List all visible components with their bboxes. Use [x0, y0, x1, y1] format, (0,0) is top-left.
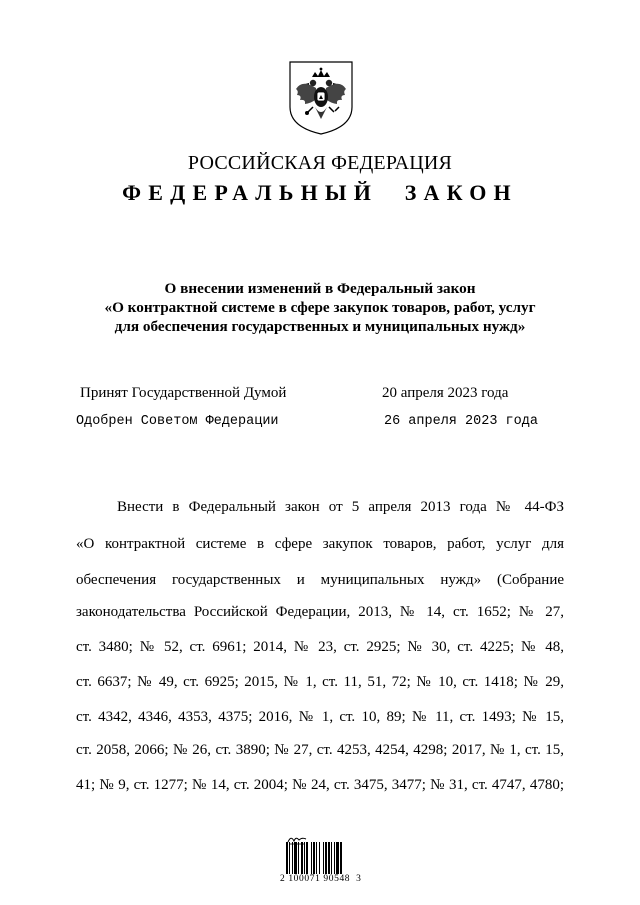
body-text-line: обеспечения государственных и муниципальных нужд» (Собрание: [76, 572, 564, 588]
law-title-line-2: «О контрактной системе в сфере закупок товаров, работ, услуг: [104, 299, 536, 316]
body-text-line: ст. 6637; № 49, ст. 6925; 2015, № 1, ст. 11, 51, 72; № 10, ст. 1418; № 29,: [76, 674, 564, 690]
document-type: ФЕДЕРАЛЬНЫЙ ЗАКОН: [122, 180, 518, 205]
law-title-line-1: О внесении изменений в Федеральный закон: [164, 280, 476, 297]
country-name: РОССИЙСКАЯ ФЕДЕРАЦИЯ: [187, 152, 453, 174]
body-text-line: ст. 3480; № 52, ст. 6961; 2014, № 23, ст. 2925; № 30, ст. 4225; № 48,: [76, 639, 564, 655]
barcode-icon: [285, 842, 355, 876]
body-text-line: «О контрактной системе в сфере закупок товаров, работ, услуг для: [76, 536, 564, 552]
body-text-line: ст. 2058, 2066; № 26, ст. 3890; № 27, ст. 4253, 4254, 4298; 2017, № 1, ст. 15,: [76, 742, 564, 758]
body-text-line: Внести в Федеральный закон от 5 апреля 2013 года № 44-ФЗ: [117, 499, 564, 515]
body-text-line: законодательства Российской Федерации, 2013, № 14, ст. 1652; № 27,: [76, 604, 564, 620]
body-text-line: 41; № 9, ст. 1277; № 14, ст. 2004; № 24, ст. 3475, 3477; № 31, ст. 4747, 4780;: [76, 777, 564, 793]
approved-date: 26 апреля 2023 года: [384, 414, 538, 429]
adopted-by-duma-label: Принят Государственной Думой: [80, 385, 287, 401]
approved-by-council-label: Одобрен Советом Федерации: [76, 414, 279, 429]
body-text-line: ст. 4342, 4346, 4353, 4375; 2016, № 1, ст. 10, 89; № 11, ст. 1493; № 15,: [76, 709, 564, 725]
adopted-date: 20 апреля 2023 года: [382, 385, 509, 401]
coat-of-arms-icon: [288, 61, 354, 135]
law-title-line-3: для обеспечения государственных и муниципальных нужд»: [114, 318, 526, 335]
barcode-number: 2 100071 90548 3: [280, 874, 362, 884]
